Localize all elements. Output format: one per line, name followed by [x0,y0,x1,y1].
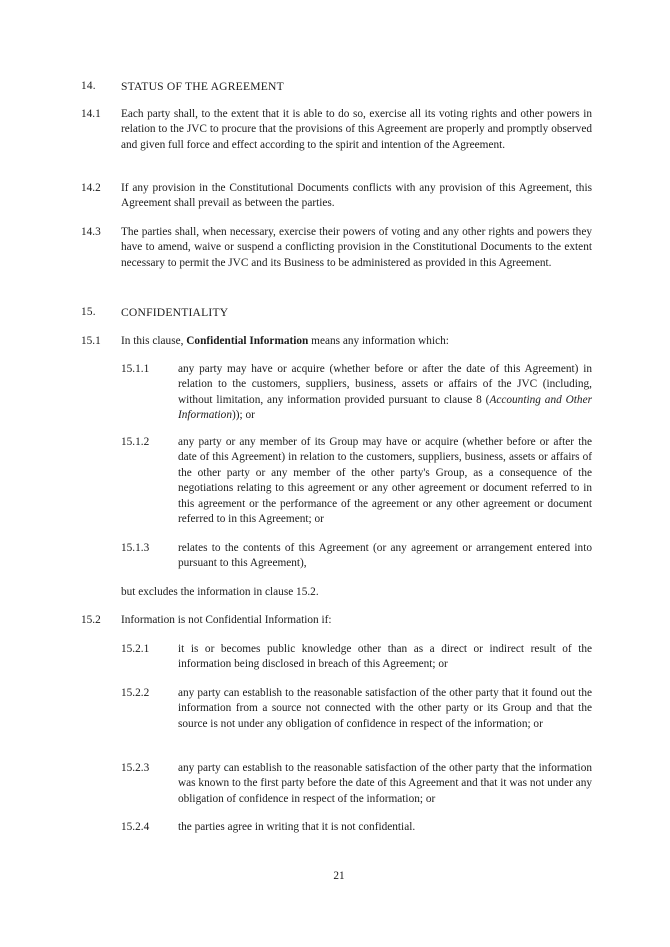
section-15-number: 15. [81,306,96,318]
clause-15-1-1-text [178,362,592,424]
clause-14-3-number: 14.3 [81,226,101,238]
clause-15-1-number: 15.1 [81,335,101,347]
clause-15-2-intro: Information is not Confidential Information if: [121,614,332,626]
page-number: 21 [333,870,345,882]
clause-15-1-intro-pre: In this clause, [121,335,187,347]
clause-15-2-1-number: 15.2.1 [121,643,150,655]
clause-15-2-4-number: 15.2.4 [121,821,150,833]
clause-15-1-intro [121,334,592,349]
clause-14-1-number: 14.1 [81,108,101,120]
clause-15-1-closing: but excludes the information in clause 15.2. [121,586,319,598]
clause-15-2-2-number: 15.2.2 [121,687,150,699]
section-14-number: 14. [81,80,96,92]
clause-15-2-3-text: any party can establish to the reasonable satisfaction of the other party that the information was known to the first party before the date of this Agreement and that it was not under any obligation of confidence in respect of the information; or [178,762,592,805]
clause-14-2-number: 14.2 [81,182,101,194]
clause-15-1-2-number: 15.1.2 [121,436,150,448]
clause-15-2-4-text: the parties agree in writing that it is not confidential. [178,821,416,833]
clause-15-2-3-number: 15.2.3 [121,762,150,774]
clause-15-1-1-ref-title: Accounting and Other Information [178,393,592,422]
clause-15-1-2-text: any party or any member of its Group may have or acquire (whether before or after the date of this Agreement) in relation to the customers, suppliers, business, assets or affairs of the other party or any member of the other party's Group, as a consequence of the negotiations relating to this agreement or any other agreement or document referred to in this agreement or the performance of the agreement or any other agreement or document referred to in this Agreement; or [178,436,592,526]
clause-15-1-1-number: 15.1.1 [121,363,150,375]
clause-15-1-3-number: 15.1.3 [121,542,150,554]
clause-15-1-3-text: relates to the contents of this Agreement (or any agreement or arrangement entered into pursuant to this Agreement), [178,542,592,570]
clause-15-2-number: 15.2 [81,614,101,626]
clause-14-1-text: Each party shall, to the extent that it is able to do so, exercise all its voting rights and other powers in relation to the JVC to procure that the provisions of this Agreement are properly and promptly observed and given full force and effect according to the spirit and intention of the Agreement. [121,108,592,151]
clause-15-1-1-text-pre: any party may have or acquire (whether before or after the date of this Agreement) in relation to the customers, suppliers, business, assets or affairs of the JVC (including, without limitation, any information provided pursuant to clause 8 ( [178,363,592,406]
defined-term-confidential-information: Confidential Information [186,335,309,347]
clause-15-2-2-text: any party can establish to the reasonable satisfaction of the other party that it found out the information from a source not connected with the other party or its Group and that the source is not under any obligation of confidence in respect of the information; or [178,687,592,730]
clause-15-2-1-text: it is or becomes public knowledge other than as a direct or indirect result of the information being disclosed in breach of this Agreement; or [178,643,592,671]
section-15-title: CONFIDENTIALITY [121,306,229,319]
clause-15-1-intro-post: means any information which: [308,335,449,347]
section-14-title: STATUS OF THE AGREEMENT [121,80,284,93]
clause-15-1-1-text-post: )); or [231,409,255,422]
clause-14-3-text: The parties shall, when necessary, exercise their powers of voting and any other rights and powers they have to amend, waive or suspend a conflicting provision in the Constitutional Documents to the extent necessary to permit the JVC and its Business to be administered as provided in this Agreement. [121,226,592,269]
clause-14-2-text: If any provision in the Constitutional Documents conflicts with any provision of this Agreement, this Agreement shall prevail as between the parties. [121,182,592,210]
